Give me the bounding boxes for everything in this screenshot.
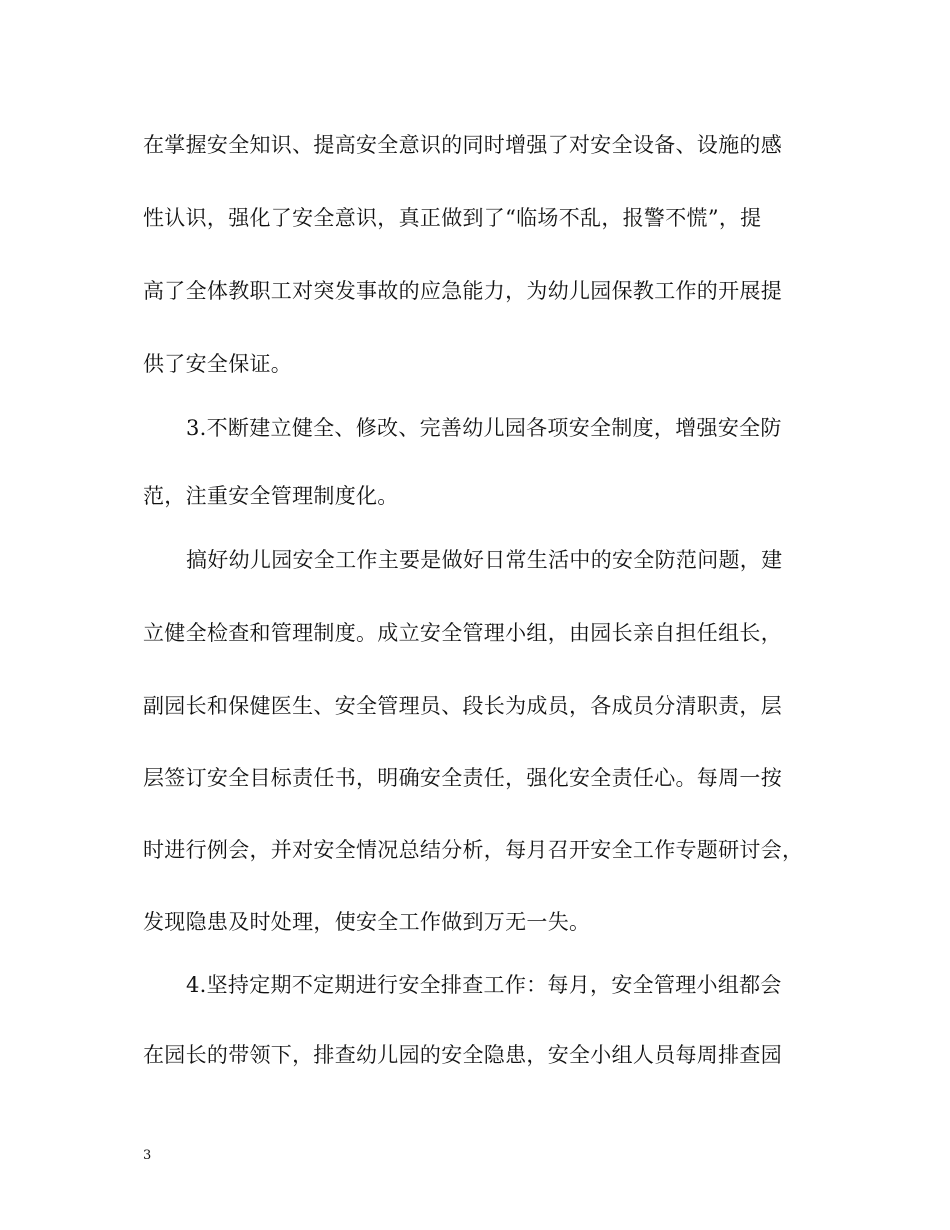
text-line: 时进行例会，并对安全情况总结分析，每月召开安全工作专题研讨会， (143, 838, 804, 862)
text-line: 发现隐患及时处理，使安全工作做到万无一失。 (143, 910, 591, 934)
page-number: 3 (143, 1148, 152, 1163)
text-line: 搞好幼儿园安全工作主要是做好日常生活中的安全防范问题，建 (186, 548, 783, 572)
text-line: 层签订安全目标责任书，明确安全责任，强化安全责任心。每周一按 (143, 766, 782, 790)
text-line: 副园长和保健医生、安全管理员、段长为成员，各成员分清职责，层 (143, 694, 782, 718)
text-line: 4.坚持定期不定期进行安全排查工作：每月，安全管理小组都会 (186, 973, 782, 997)
text-line: 3.不断建立健全、修改、完善幼儿园各项安全制度，增强安全防 (186, 416, 782, 440)
text-line: 立健全检查和管理制度。成立安全管理小组，由园长亲自担任组长， (143, 621, 782, 645)
text-line: 在掌握安全知识、提高安全意识的同时增强了对安全设备、设施的感 (143, 133, 782, 157)
text-line: 高了全体教职工对突发事故的应急能力，为幼儿园保教工作的开展提 (143, 279, 782, 303)
text-line: 供了安全保证。 (143, 352, 293, 376)
text-line: 在园长的带领下，排查幼儿园的安全隐患，安全小组人员每周排查园 (143, 1043, 782, 1067)
text-line: 性认识，强化了安全意识，真正做到了“临场不乱，报警不慌”，提 (143, 206, 762, 230)
text-line: 范，注重安全管理制度化。 (143, 484, 399, 508)
